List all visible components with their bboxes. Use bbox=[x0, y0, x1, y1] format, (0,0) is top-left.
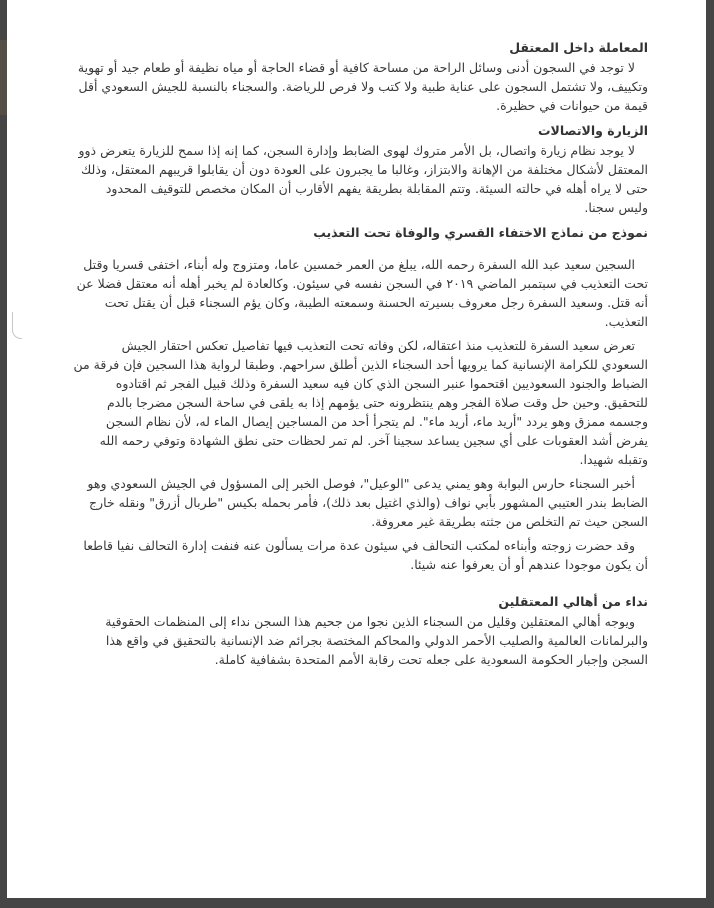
section-heading-forced-disappearance-example: نموذج من نماذج الاختفاء القسري والوفاة تحت التعذيب bbox=[313, 225, 648, 240]
section-heading-treatment-inside-detention: المعاملة داخل المعتقل bbox=[509, 40, 648, 55]
paragraph-body-disposal: أخبر السجناء حارس البوابة وهو يمني يدعى "الوعيل"، فوصل الخبر إلى المسؤول في الجيش السعودي وهو الضابط بندر العتيبي المشهور بأبي نواف (والذي اغتيل بعد ذلك)، فأمر بحمله بكيس "طربال أزرق" ونقله خارج السجن حيث تم التخلص من جثته بطريقة غير معروفة. bbox=[87, 476, 648, 529]
page-content bbox=[73, 38, 648, 674]
paragraph-visitation-system: لا يوجد نظام زيارة واتصال، بل الأمر متروك لهوى الضابط وإدارة السجن، كما إنه إذا سمح للزيارة يتعرض ذوو المعتقل لأشكال مختلفة من الإهانة والابتزاز، وغالبا ما يجبرون على العودة دون أن يقابلوا قريبهم المعتقل، وذلك حتى لا يراه أهله في حالته السيئة. وتتم المقابلة بطريقة يفهم الأقارب أن المكان مخصص للتوقيف المحدود وليس سجنا. bbox=[78, 143, 648, 215]
page-edge-bottom bbox=[0, 898, 714, 908]
paragraph-appeal-to-organizations: ويوجه أهالي المعتقلين وقليل من السجناء الذين نجوا من جحيم هذا السجن نداء إلى المنظمات الحقوقية والبرلمانات العالمية والصليب الأحمر الدولي والمحاكم المختصة بجرائم ضد الإنسانية بالتحقيق في واقع هذا السجن وإجبار الحكومة السعودية على جعله تحت رقابة الأمم المتحدة بشفافية كاملة. bbox=[105, 614, 648, 667]
page-surface bbox=[7, 0, 706, 898]
paragraph-prison-conditions: لا توجد في السجون أدنى وسائل الراحة من مساحة كافية أو قضاء الحاجة أو مياه نظيفة أو طعام جيد أو تهوية وتكييف، ولا تشتمل السجون على عناية طبية ولا كتب ولا فرص للرياضة. والسجناء بالنسبة للجيش السعودي أقل قيمة من حيوانات في حظيرة. bbox=[77, 60, 648, 113]
page-edge-right bbox=[706, 0, 714, 908]
paragraph-torture-account: تعرض سعيد السفرة للتعذيب منذ اعتقاله، لكن وفاته تحت التعذيب فيها تفاصيل تعكس احتقار الجيش السعودي للكرامة الإنسانية كما يرويها أحد السجناء الذين أطلق سراحهم. وطبقا لرواية هذا السجين فإن فرقة من الضباط والجنود السعوديين اقتحموا عنبر السجن الذي كان فيه سعيد السفرة وذلك قبيل الفجر ثم اقتادوه للتحقيق. وحين حل وقت صلاة الفجر وهم ينتظرونه حتى يؤمهم إذا به يلقى في ساحة السجن مضرجا بالدم وجسمه ممزق وهو يردد "أريد ماء، أريد ماء". لم يتجرأ أحد من المساجين إيصال الماء له، لأن نظام السجن يفرض أشد العقوبات على أي سجين يساعد سجينا آخر. لم تمر لحظات حتى نطق الشهادة وتوفي رحمه الله وتقبله شهيدا. bbox=[73, 338, 648, 467]
section-heading-visits-and-communications: الزيارة والاتصالات bbox=[537, 123, 648, 138]
paragraph-family-inquiry: وقد حضرت زوجته وأبناءه لمكتب التحالف في سيئون عدة مرات يسألون عنه فنفت إدارة التحالف نفيا قاطعا أن يكون موجودا عندهم أو أن يعرفوا عنه شيئا. bbox=[83, 538, 648, 572]
page-curl-artifact bbox=[12, 312, 22, 339]
section-heading-families-appeal: نداء من أهالي المعتقلين bbox=[498, 594, 648, 609]
page-edge-left bbox=[0, 0, 7, 908]
paragraph-prisoner-profile: السجين سعيد عبد الله السفرة رحمه الله، يبلغ من العمر خمسين عاما، ومتزوج وله أبناء، اختفى قسريا وقتل تحت التعذيب في سبتمبر الماضي ٢٠١٩ في السجن نفسه في سيئون. وكالعادة لم يخبر أهله أنه معتقل فضلا عن أنه قتل. وسعيد السفرة رجل معروف بسيرته الحسنة وسمعته الطيبة، وكان يؤم السجناء قبل أن يقتل تحت التعذيب. bbox=[76, 257, 648, 329]
page-edge-shade bbox=[0, 40, 7, 115]
